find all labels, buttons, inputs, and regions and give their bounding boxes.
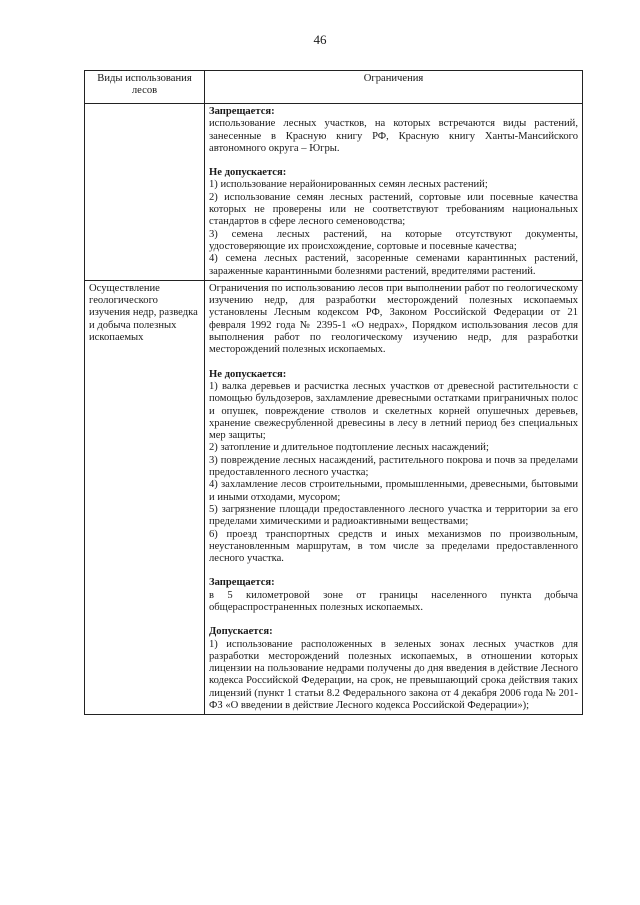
prohibited-text: в 5 километровой зоне от границы населенного пункта добыча общераспространенных полезных ископаемых. <box>209 589 578 613</box>
header-restrictions: Ограничения <box>205 71 583 104</box>
not-allowed-heading: Не допускается: <box>209 167 287 179</box>
list-item: 2) затопление и длительное подтопление лесных насаждений; <box>209 442 489 454</box>
list-item: 2) использование семян лесных растений, сортовые или посевные качества которых не проверены или не соответствуют требованиям национальных стандартов в сфере лесного семеноводства; <box>209 191 578 228</box>
prohibited-text: использование лесных участков, на которых встречаются виды растений, занесенные в Красную книгу РФ, Красную книгу Ханты-Мансийского автономного округа – Югры. <box>209 118 578 154</box>
list-item: 4) захламление лесов строительными, промышленными, древесными, бытовыми и иными отходами, мусором; <box>209 479 578 503</box>
table-header-row <box>85 71 583 104</box>
not-allowed-heading: Не допускается: <box>209 368 287 380</box>
intro-text: Ограничения по использованию лесов при выполнении работ по геологическому изучению недр, для разработки месторождений полезных ископаемых установлены Лесным кодексом РФ, Законом Российской Федерации от 21 февраля 1992 года № 2395-1 «О недрах», Порядком использования лесов для выполнения работ по геологическому изучению недр, для разработки месторождений полезных ископаемых. <box>209 282 578 356</box>
list-item: 1) валка деревьев и расчистка лесных участков от древесной растительности с помощью бульдозеров, захламление древесными остатками приграничных полос и опушек, повреждение стволов и скелетных корней опушечных деревьев, хранение свежесрубленной древесины в лесу в летний период без специальных мер защиты; <box>209 380 578 442</box>
list-item: 5) загрязнение площади предоставленного лесного участка и территории за его пределами химическими и радиоактивными веществами; <box>209 503 578 528</box>
list-item: 3) повреждение лесных насаждений, растительного покрова и почв за пределами предоставленного лесного участка; <box>209 454 578 479</box>
header-use-types: Виды использования лесов <box>85 71 205 104</box>
use-type-cell-empty <box>85 104 205 281</box>
restrictions-cell <box>205 104 583 281</box>
list-item: 4) семена лесных растений, засоренные семенами карантинных растений, зараженные карантинными болезнями растений, вредителями растений. <box>209 253 578 277</box>
list-item: 3) семена лесных растений, на которые отсутствуют документы, удостоверяющие их происхождение, сортовые и посевные качества; <box>209 228 578 252</box>
list-item: 1) использование нерайонированных семян лесных растений; <box>209 179 488 191</box>
restrictions-cell <box>205 280 583 715</box>
use-type-cell: Осуществление геологического изучения недр, разведка и добыча полезных ископаемых <box>85 280 205 715</box>
restrictions-table <box>84 70 583 715</box>
allowed-heading: Допускается: <box>209 626 273 638</box>
prohibited-heading: Запрещается: <box>209 577 275 589</box>
table-row <box>85 280 583 715</box>
page-number: 46 <box>313 32 327 47</box>
allowed-text: 1) использование расположенных в зеленых зонах лесных участков для разработки месторождений полезных ископаемых, в отношении которых лицензии на пользование недрами получены до дня введения в действие Лесного кодекса Российской Федерации, на срок, не превышающий срока действия таких лицензий (пункт 1 статьи 8.2 Федерального закона от 4 декабря 2006 года № 201-ФЗ «О введении в действие Лесного кодекса Российской Федерации»); <box>209 638 578 712</box>
prohibited-heading: Запрещается: <box>209 106 275 117</box>
list-item: 6) проезд транспортных средств и иных механизмов по произвольным, неустановленным маршрутам, в том числе за пределами предоставленного лесного участка. <box>209 528 578 565</box>
table-row <box>85 104 583 281</box>
